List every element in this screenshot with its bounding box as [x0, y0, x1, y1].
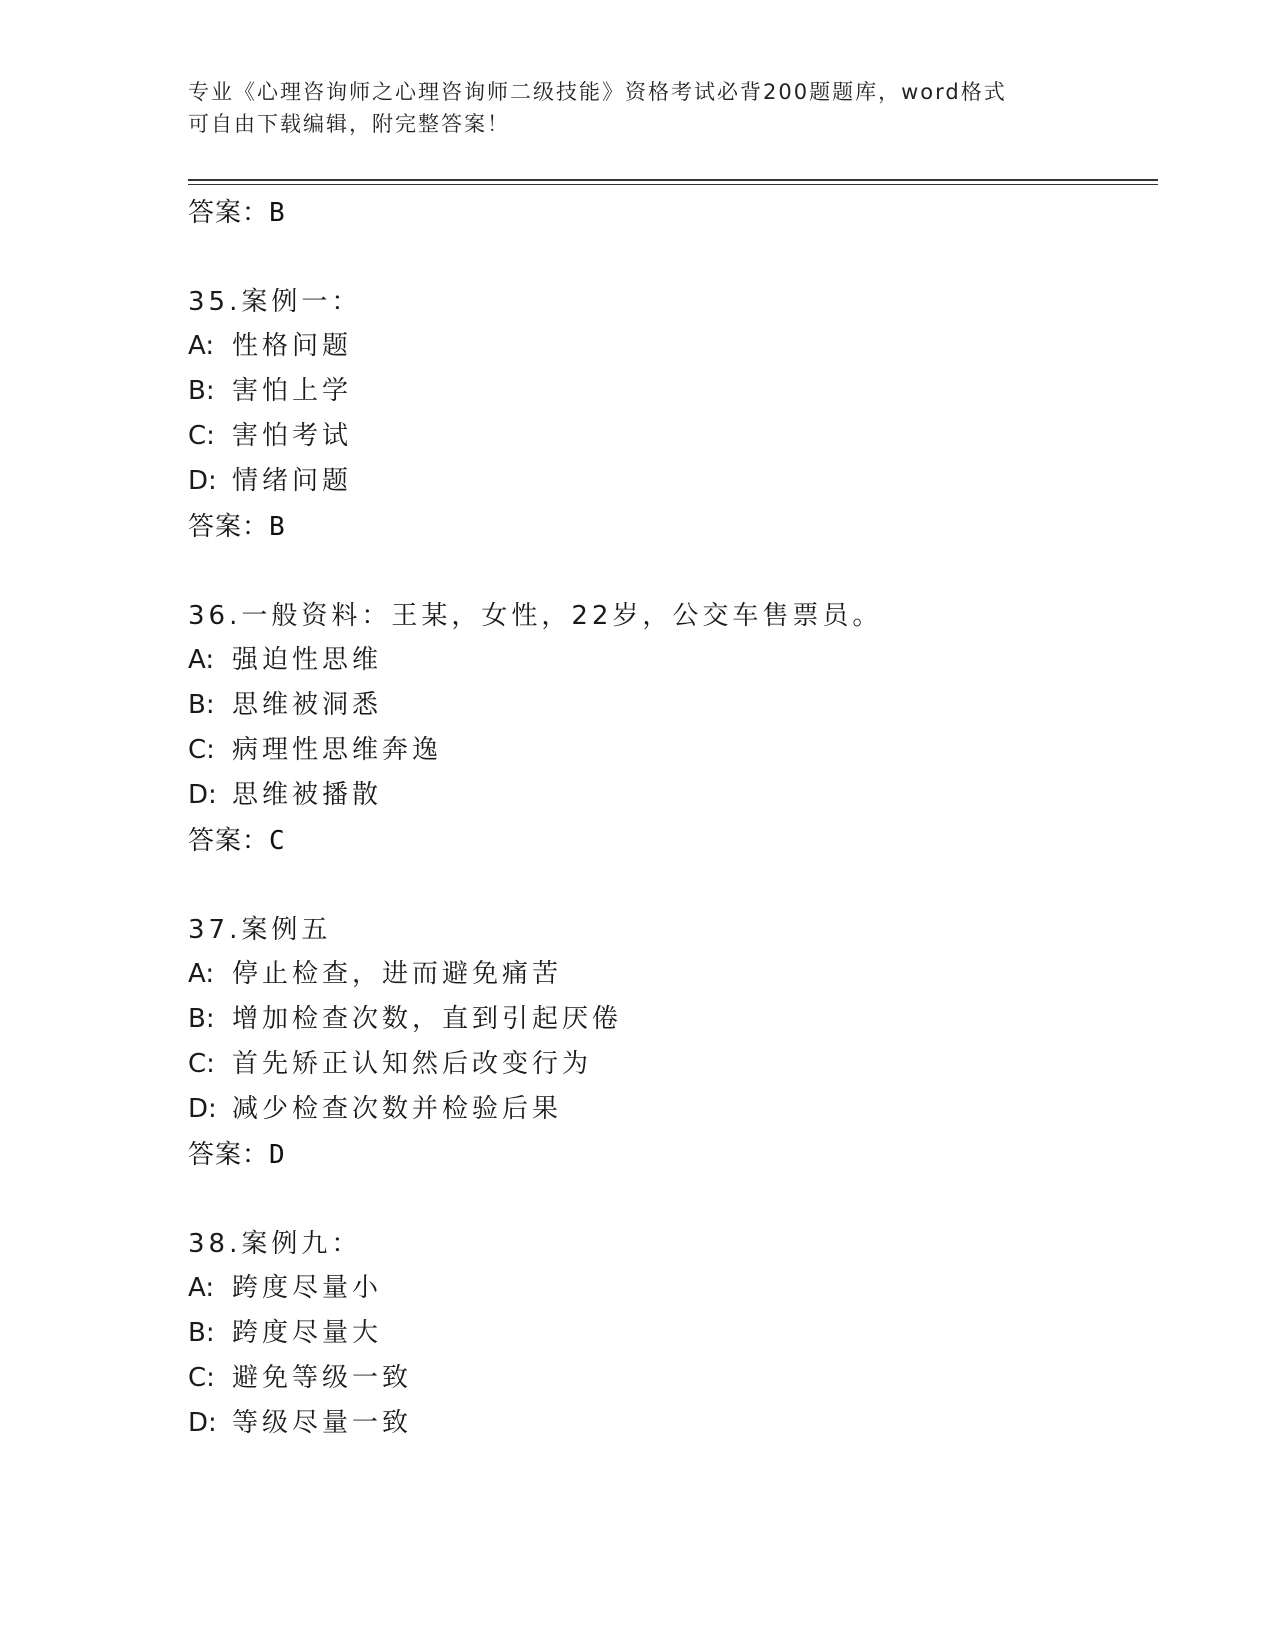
- option-key: B:: [188, 1004, 215, 1034]
- option-b: [188, 997, 1148, 1042]
- answer-value: B: [269, 198, 286, 228]
- option-text: 情绪问题: [232, 466, 353, 496]
- option-key: A:: [188, 645, 215, 675]
- question-title: 36.一般资料：王某，女性，22岁，公交车售票员。: [188, 601, 883, 631]
- option-text: 思维被播散: [232, 780, 383, 810]
- question-title: 38.案例九：: [188, 1229, 362, 1259]
- header-divider-thick: [188, 179, 1158, 181]
- header-line-1: 专业《心理咨询师之心理咨询师二级技能》资格考试必背200题题库，word格式: [188, 80, 1007, 104]
- option-key: B:: [188, 1318, 215, 1348]
- option-text: 病理性思维奔逸: [232, 735, 443, 765]
- option-text: 停止检查，进而避免痛苦: [232, 959, 563, 989]
- option-text: 避免等级一致: [232, 1363, 413, 1393]
- answer-value: B: [269, 512, 286, 542]
- question-title: 37.案例五: [188, 915, 332, 945]
- option-text: 害怕上学: [232, 376, 353, 406]
- option-text: 首先矫正认知然后改变行为: [232, 1049, 593, 1079]
- option-d: [188, 459, 1148, 504]
- option-b: [188, 369, 1148, 414]
- answer-value: D: [269, 1140, 286, 1170]
- option-c: [188, 1356, 1148, 1401]
- option-b: [188, 1311, 1148, 1356]
- option-key: D:: [188, 1408, 217, 1438]
- question-item: [188, 594, 1148, 864]
- option-c: [188, 414, 1148, 459]
- option-key: C:: [188, 1049, 215, 1079]
- option-text: 强迫性思维: [232, 645, 383, 675]
- header-line-2: 可自由下载编辑，附完整答案！: [188, 112, 510, 136]
- option-d: [188, 1401, 1148, 1446]
- option-c: [188, 728, 1148, 773]
- answer-line: [188, 1132, 1148, 1178]
- option-key: B:: [188, 376, 215, 406]
- option-text: 跨度尽量小: [232, 1273, 383, 1303]
- option-text: 害怕考试: [232, 421, 353, 451]
- question-item: [188, 280, 1148, 550]
- answer-line: [188, 190, 1148, 236]
- page-header: [188, 76, 1088, 140]
- option-key: A:: [188, 959, 215, 989]
- option-d: [188, 773, 1148, 818]
- answer-line: [188, 818, 1148, 864]
- option-text: 跨度尽量大: [232, 1318, 383, 1348]
- option-a: [188, 638, 1148, 683]
- option-a: [188, 324, 1148, 369]
- option-text: 增加检查次数，直到引起厌倦: [232, 1004, 623, 1034]
- answer-label: 答案：: [188, 198, 270, 228]
- question-item: [188, 1222, 1148, 1446]
- question-list: [188, 190, 1148, 1446]
- option-a: [188, 1266, 1148, 1311]
- option-key: C:: [188, 421, 215, 451]
- option-b: [188, 683, 1148, 728]
- answer-label: 答案：: [188, 512, 270, 542]
- answer-value: C: [269, 826, 286, 856]
- option-key: B:: [188, 690, 215, 720]
- question-title: 35.案例一：: [188, 287, 362, 317]
- option-key: A:: [188, 1273, 215, 1303]
- option-text: 减少检查次数并检验后果: [232, 1094, 563, 1124]
- answer-line: [188, 504, 1148, 550]
- option-text: 等级尽量一致: [232, 1408, 413, 1438]
- question-item: [188, 908, 1148, 1178]
- option-key: D:: [188, 1094, 217, 1124]
- option-key: D:: [188, 780, 217, 810]
- option-text: 性格问题: [232, 331, 353, 361]
- option-c: [188, 1042, 1148, 1087]
- option-key: C:: [188, 1363, 215, 1393]
- option-d: [188, 1087, 1148, 1132]
- option-key: C:: [188, 735, 215, 765]
- option-a: [188, 952, 1148, 997]
- header-divider-thin: [188, 184, 1158, 185]
- answer-label: 答案：: [188, 826, 270, 856]
- option-key: D:: [188, 466, 217, 496]
- option-key: A:: [188, 331, 215, 361]
- option-text: 思维被洞悉: [232, 690, 383, 720]
- answer-label: 答案：: [188, 1140, 270, 1170]
